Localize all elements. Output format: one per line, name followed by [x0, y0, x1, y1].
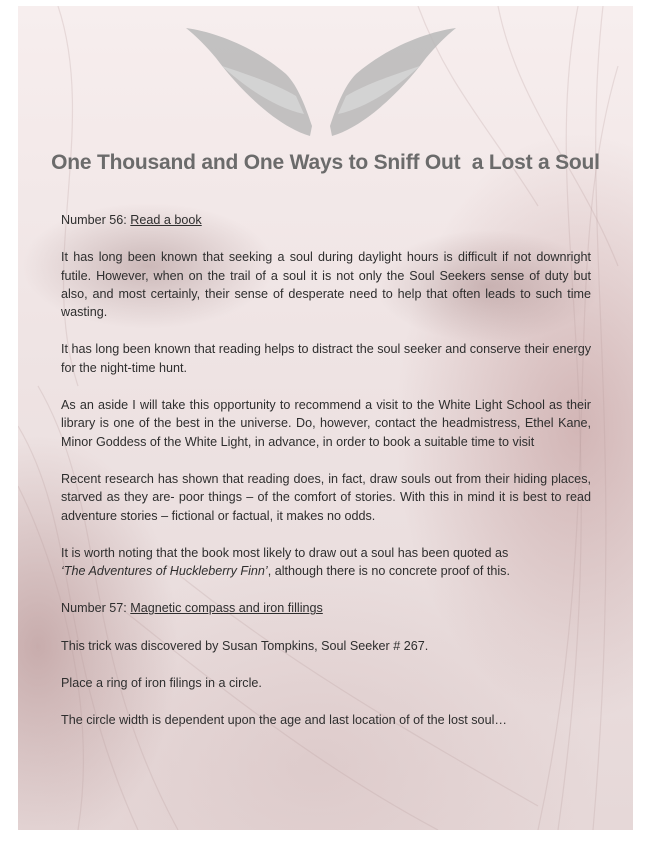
- paragraph: It has long been known that reading helps to distract the soul seeker and conserve their energy for the night-time hunt.: [61, 342, 591, 375]
- document-page: [18, 6, 633, 830]
- quote-intro: It is worth noting that the book most likely to draw out a soul has been quoted as: [61, 545, 509, 560]
- section-heading-prefix: Number 57:: [61, 601, 131, 616]
- section-57-heading: [61, 599, 591, 617]
- page-title: One Thousand and One Ways to Sniff Out a Lost a Soul: [51, 151, 600, 174]
- quote-outro: , although there is no concrete proof of this.: [267, 564, 510, 579]
- paragraph: Place a ring of iron filings in a circle.: [61, 676, 262, 691]
- winged-emblem-icon: [186, 18, 456, 143]
- quote-paragraph: [61, 544, 591, 581]
- document-body: [61, 211, 591, 749]
- paragraph: It has long been known that seeking a soul during daylight hours is difficult if not downright futile. However, when on the trail of a soul it is not only the Soul Seekers sense of duty but also, and most certainly, their sense of desperate need to help that often leads to such time wasting.: [61, 250, 591, 320]
- section-heading-prefix: Number 56:: [61, 213, 131, 227]
- paragraph: This trick was discovered by Susan Tompkins, Soul Seeker # 267.: [61, 638, 429, 653]
- paragraph: The circle width is dependent upon the age and last location of of the lost soul…: [61, 713, 507, 728]
- quoted-book-title: ‘The Adventures of Huckleberry Finn’: [61, 564, 268, 579]
- section-56-heading: [61, 211, 591, 229]
- paragraph: Recent research has shown that reading does, in fact, draw souls out from their hiding places, starved as they are- poor things – of the comfort of stories. With this in mind it is best to read adventure stories – fictional or factual, it makes no odds.: [61, 471, 591, 523]
- section-heading-underlined: Magnetic compass and iron fillings: [130, 601, 323, 616]
- section-heading-underlined: Read a book: [130, 213, 202, 227]
- paragraph: As an aside I will take this opportunity to recommend a visit to the White Light School as their library is one of the best in the universe. Do, however, contact the headmistress, Ethel Kane, Minor Goddess of the White Light, in advance, in order to book a suitable time to visit: [61, 398, 591, 449]
